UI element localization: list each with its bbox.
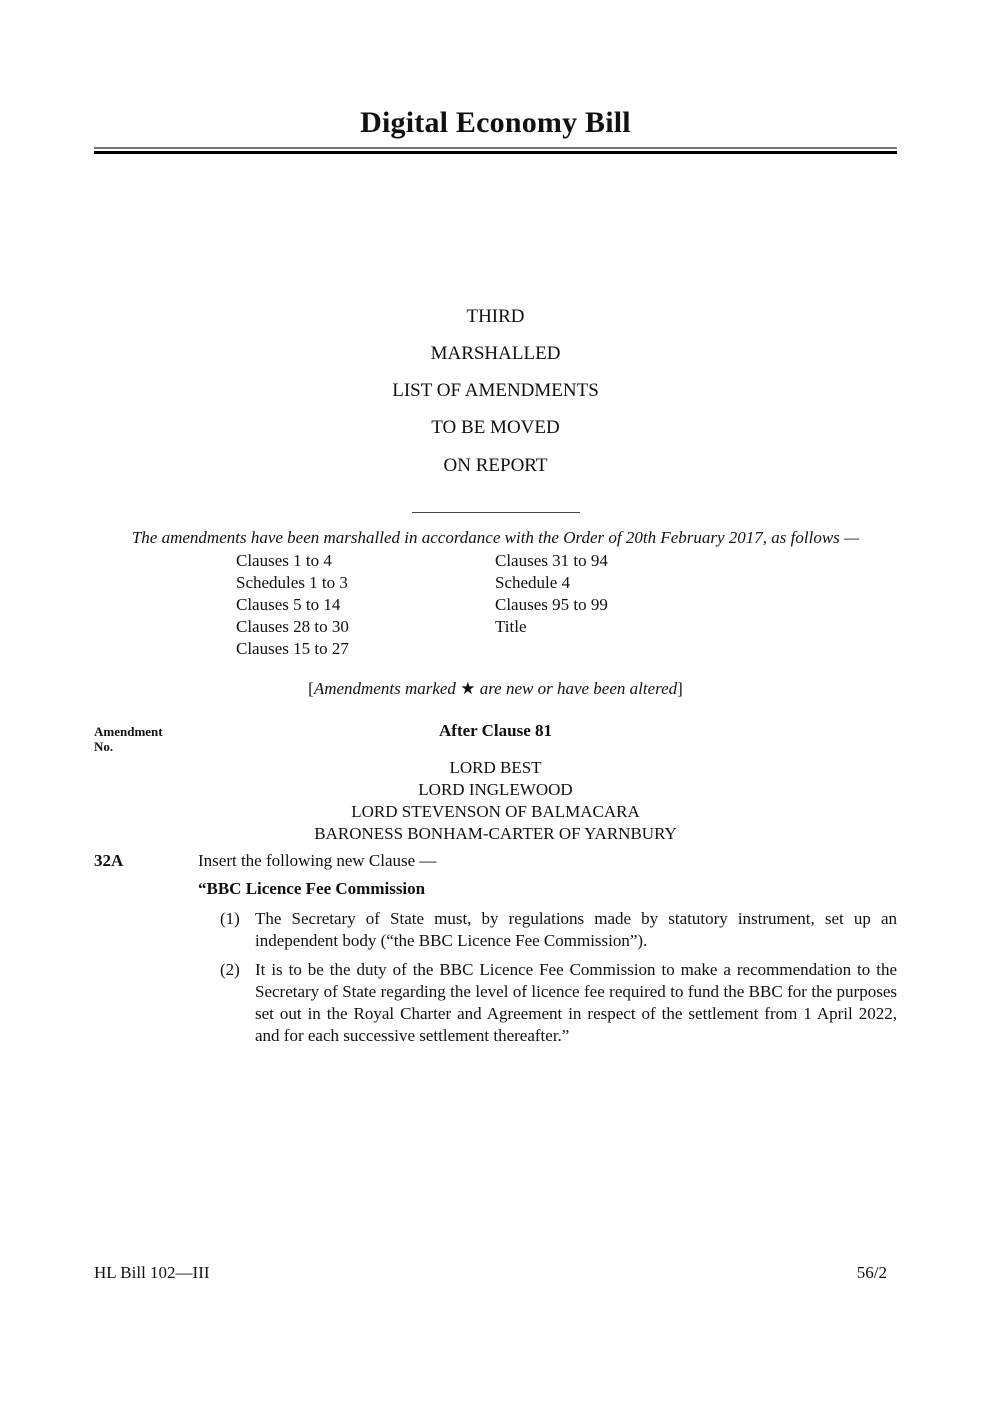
- bill-reference: HL Bill 102—III: [94, 1263, 210, 1282]
- amendment-number-label: Amendment No.: [94, 724, 163, 754]
- subsection: [220, 959, 897, 1047]
- order-list-right: [495, 550, 608, 638]
- amendment-number: 32A: [94, 851, 124, 870]
- section-heading: After Clause 81: [439, 721, 552, 740]
- heading-line: LIST OF AMENDMENTS: [392, 380, 599, 401]
- clause-heading: “BBC Licence Fee Commission: [198, 879, 426, 898]
- document-title: Digital Economy Bill: [360, 106, 631, 139]
- order-item: Clauses 5 to 14: [236, 595, 341, 614]
- sponsor: LORD INGLEWOOD: [418, 780, 573, 799]
- order-item: Clauses 31 to 94: [495, 551, 608, 570]
- order-item: Clauses 15 to 27: [236, 639, 349, 658]
- sponsor: BARONESS BONHAM-CARTER OF YARNBURY: [314, 824, 677, 843]
- order-list-left: [236, 550, 349, 660]
- page-reference: 56/2: [856, 1263, 887, 1282]
- subsection: [220, 908, 897, 952]
- amendment-instruction: Insert the following new Clause —: [198, 851, 437, 870]
- order-item: Clauses 95 to 99: [495, 595, 608, 614]
- sponsor: LORD BEST: [449, 758, 542, 777]
- title-rule-thin: [94, 147, 897, 149]
- star-icon: ★: [460, 679, 476, 698]
- order-item: Title: [495, 617, 527, 636]
- subsection-number: (1): [220, 909, 240, 928]
- order-item: Schedules 1 to 3: [236, 573, 348, 592]
- divider: [412, 512, 580, 513]
- sponsor: LORD STEVENSON OF BALMACARA: [351, 802, 640, 821]
- marshalling-intro: The amendments have been marshalled in accordance with the Order of 20th February 2017, as follows —: [131, 528, 860, 547]
- amendments-note: [Amendments marked ★ are new or have been altered]: [308, 679, 683, 698]
- heading-line: MARSHALLED: [430, 343, 561, 364]
- order-item: Clauses 1 to 4: [236, 551, 332, 570]
- title-rule-thick: [94, 151, 897, 154]
- order-item: Schedule 4: [495, 573, 571, 592]
- subsection-number: (2): [220, 960, 240, 979]
- subsection-text: The Secretary of State must, by regulations made by statutory instrument, set up an independent body (“the BBC Licence Fee Commission”).: [255, 909, 897, 950]
- heading-line: ON REPORT: [443, 455, 548, 476]
- heading-line: THIRD: [466, 306, 525, 327]
- order-item: Clauses 28 to 30: [236, 617, 349, 636]
- subsection-text: It is to be the duty of the BBC Licence Fee Commission to make a recommendation to the Secretary of State regarding the level of licence fee required to fund the BBC for the purposes set out in the Royal Charter and Agreement in respect of the settlement from 1 April 2022, and for each successive settlement thereafter.”: [255, 960, 897, 1045]
- heading-line: TO BE MOVED: [431, 417, 560, 438]
- sponsors: [0, 757, 991, 845]
